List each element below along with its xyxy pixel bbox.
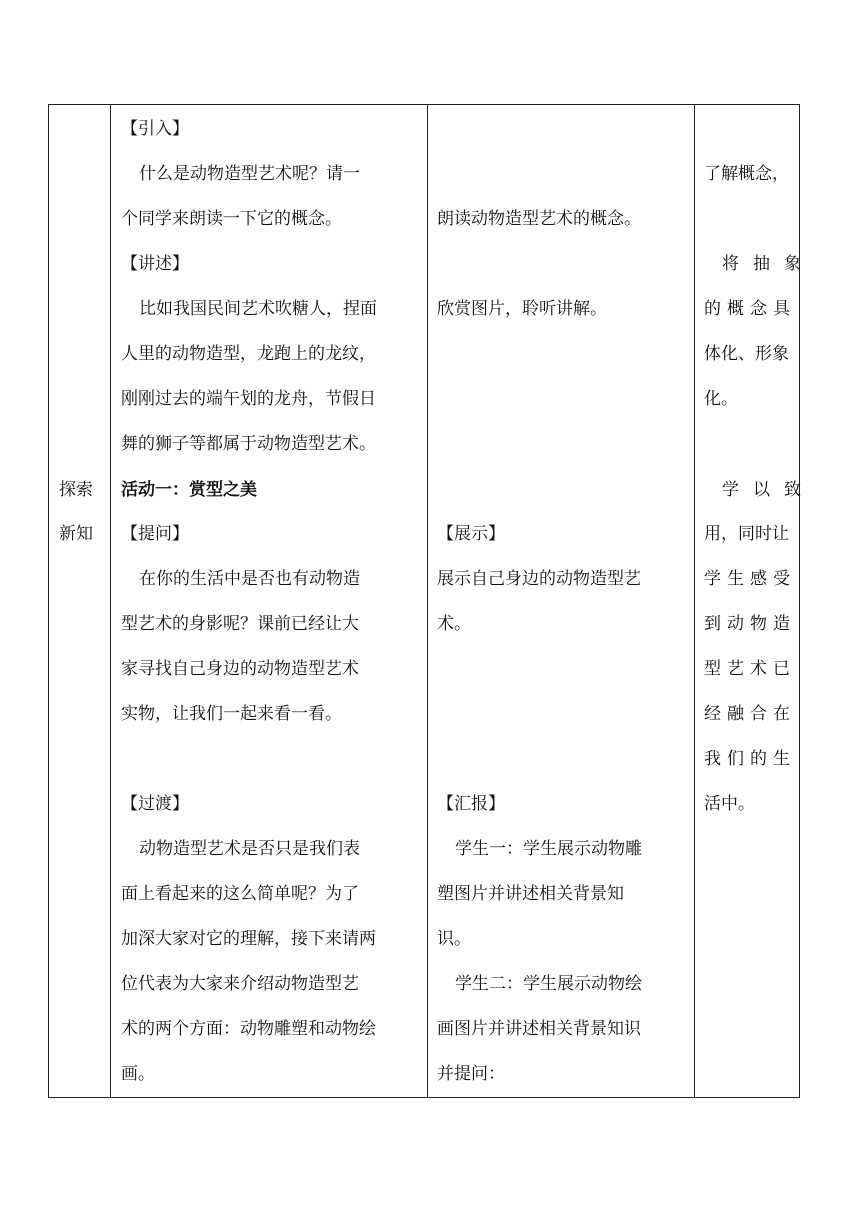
teacher-line: 位代表为大家来介绍动物造型艺 bbox=[121, 974, 359, 994]
teacher-line: 画。 bbox=[121, 1064, 155, 1084]
teacher-line: 个同学来朗读一下它的概念。 bbox=[121, 209, 342, 229]
intent-line: 活中。 bbox=[704, 794, 755, 814]
teacher-line: 【提问】 bbox=[121, 524, 189, 544]
teacher-line: 【讲述】 bbox=[121, 254, 189, 274]
intent-line: 学以致 bbox=[722, 480, 815, 500]
teacher-line: 【过渡】 bbox=[121, 794, 189, 814]
intent-line: 化。 bbox=[704, 389, 738, 409]
column-divider bbox=[427, 105, 428, 1097]
teacher-line: 在你的生活中是否也有动物造 bbox=[139, 569, 360, 589]
column-divider bbox=[694, 105, 695, 1097]
intent-line: 将抽象 bbox=[722, 254, 815, 274]
student-line: 欣赏图片，聆听讲解。 bbox=[437, 299, 607, 319]
lesson-plan-table bbox=[48, 104, 815, 1098]
column-divider bbox=[110, 105, 111, 1097]
student-line: 塑图片并讲述相关背景知 bbox=[437, 884, 624, 904]
teacher-line: 什么是动物造型艺术呢？请一 bbox=[139, 164, 360, 184]
intent-line: 用，同时让 bbox=[704, 524, 789, 544]
student-line: 【汇报】 bbox=[437, 794, 505, 814]
intent-line: 体化、形象 bbox=[704, 344, 789, 364]
teacher-line: 型艺术的身影呢？课前已经让大 bbox=[121, 614, 359, 634]
intent-line: 我们的生 bbox=[704, 749, 796, 769]
teacher-line: 术的两个方面：动物雕塑和动物绘 bbox=[121, 1019, 376, 1039]
student-line: 术。 bbox=[437, 614, 471, 634]
student-line: 【展示】 bbox=[437, 524, 505, 544]
activity-title: 活动一：赏型之美 bbox=[121, 480, 257, 500]
section-label: 新知 bbox=[59, 524, 93, 544]
intent-line: 了解概念， bbox=[704, 164, 789, 184]
teacher-line: 家寻找自己身边的动物造型艺术 bbox=[121, 659, 359, 679]
teacher-line: 舞的狮子等都属于动物造型艺术。 bbox=[121, 434, 376, 454]
intent-line: 的概念具 bbox=[704, 299, 796, 319]
student-line: 画图片并讲述相关背景知识 bbox=[437, 1019, 641, 1039]
intent-line: 到动物造 bbox=[704, 614, 796, 634]
student-line: 学生一：学生展示动物雕 bbox=[455, 839, 642, 859]
teacher-line: 比如我国民间艺术吹糖人，捏面 bbox=[139, 299, 377, 319]
teacher-line: 刚刚过去的端午划的龙舟，节假日 bbox=[121, 389, 376, 409]
teacher-line: 加深大家对它的理解，接下来请两 bbox=[121, 929, 376, 949]
section-label: 探索 bbox=[59, 480, 93, 500]
student-line: 并提问： bbox=[437, 1064, 505, 1084]
student-line: 朗读动物造型艺术的概念。 bbox=[437, 209, 641, 229]
teacher-line: 人里的动物造型，龙跑上的龙纹， bbox=[121, 344, 376, 364]
student-line: 展示自己身边的动物造型艺 bbox=[437, 569, 641, 589]
student-line: 识。 bbox=[437, 929, 471, 949]
intent-line: 型艺术已 bbox=[704, 659, 796, 679]
intent-line: 经融合在 bbox=[704, 704, 796, 724]
student-line: 学生二：学生展示动物绘 bbox=[455, 974, 642, 994]
intent-line: 学生感受 bbox=[704, 569, 796, 589]
teacher-line: 实物，让我们一起来看一看。 bbox=[121, 704, 342, 724]
teacher-line: 动物造型艺术是否只是我们表 bbox=[139, 839, 360, 859]
teacher-line: 【引入】 bbox=[121, 119, 189, 139]
teacher-line: 面上看起来的这么简单呢？为了 bbox=[121, 884, 359, 904]
